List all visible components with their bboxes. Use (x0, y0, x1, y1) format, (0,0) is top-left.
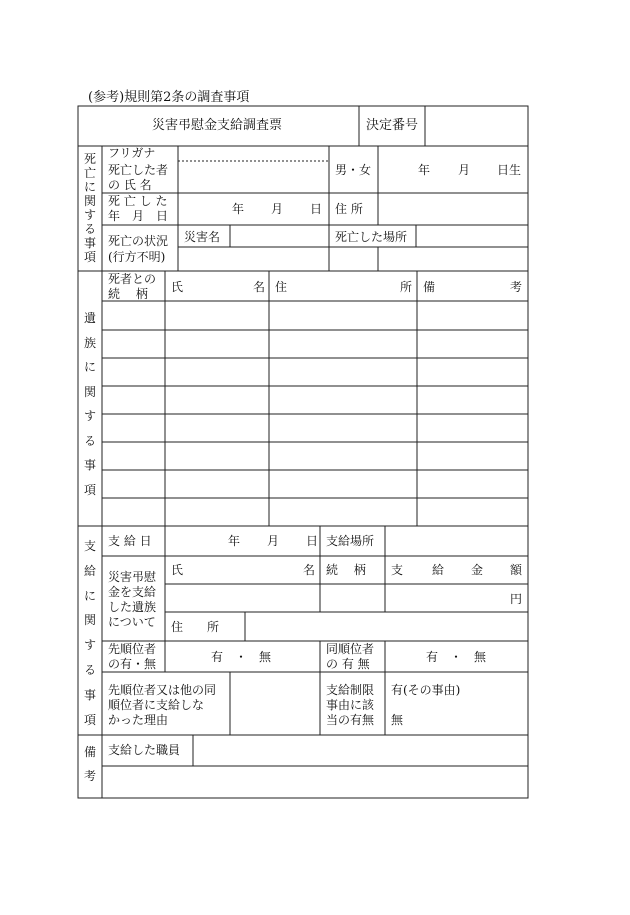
recipient-name-field[interactable] (166, 585, 319, 611)
remarks-section-label: 備 考 (83, 745, 96, 783)
death-date-label-1: 死 亡 し た (108, 194, 168, 208)
birth-year-label: 年 (418, 163, 431, 177)
reason-field[interactable] (231, 673, 319, 734)
furigana-field[interactable] (179, 147, 328, 160)
pay-place-label: 支給場所 (326, 534, 375, 548)
recipient-address-field[interactable] (246, 613, 527, 640)
deceased-name-field[interactable] (179, 162, 328, 192)
decision-number-field[interactable] (426, 107, 527, 145)
sex-label: 男・女 (335, 163, 372, 177)
recipient-name-left: 氏 (171, 563, 184, 577)
deceased-address-field[interactable] (379, 194, 527, 224)
amount-label-4: 額 (510, 563, 523, 577)
deceased-name-label-2: の 氏 名 (108, 178, 152, 192)
recipient-label-4: について (108, 615, 156, 629)
death-status-label-2: (行方不明) (108, 250, 166, 264)
death-year-label: 年 (232, 202, 245, 216)
address-header-right: 所 (400, 280, 413, 294)
pay-day-label: 日 (306, 534, 319, 548)
name-header-right: 名 (253, 280, 266, 294)
deceased-address-label: 住 所 (335, 202, 363, 216)
same-label-2: の 有 無 (326, 657, 370, 671)
name-header-left: 氏 (171, 280, 184, 294)
same-value[interactable]: 有 ・ 無 (426, 650, 487, 664)
death-date-label-2: 年 月 日 (108, 209, 169, 223)
prior-value[interactable]: 有 ・ 無 (211, 650, 272, 664)
amount-label-3: 金 (471, 563, 484, 577)
recipient-name-right: 名 (303, 563, 316, 577)
relation-header-2: 続 柄 (108, 287, 148, 301)
reason-label-2: 順位者に支給しな (108, 698, 205, 712)
bereaved-section-label: 遺 族 に 関 す る 事 項 (83, 311, 96, 497)
furigana-label: フリガナ (108, 146, 156, 160)
yen-label: 円 (510, 592, 523, 606)
death-place-field[interactable] (417, 226, 527, 246)
reason-label-3: かった理由 (108, 713, 169, 727)
restriction-label-1: 支給制限 (326, 683, 375, 697)
pay-year-label: 年 (228, 534, 241, 548)
same-label-1: 同順位者 (326, 642, 375, 656)
form-title: 災害弔慰金支給調査票 (152, 118, 283, 133)
amount-label-2: 給 (432, 563, 445, 577)
remarks-header-right: 考 (510, 280, 523, 294)
staff-label: 支給した職員 (108, 743, 181, 757)
address-header-left: 住 (275, 280, 288, 294)
recipient-address-label: 住 所 (171, 620, 220, 634)
death-day-label: 日 (310, 202, 323, 216)
amount-field[interactable] (386, 585, 527, 611)
reference-heading: (参考)規則第2条の調査事項 (88, 90, 250, 105)
prior-label-2: の有・無 (108, 657, 157, 671)
restriction-label-3: 当の有無 (326, 713, 375, 727)
birth-day-label: 日生 (497, 163, 522, 177)
disaster-name-field[interactable] (231, 226, 328, 246)
birth-month-label: 月 (458, 163, 471, 177)
death-place-label: 死亡した場所 (335, 230, 408, 244)
death-status-label-1: 死亡の状況 (108, 234, 169, 248)
pay-place-field[interactable] (386, 527, 527, 555)
recipient-relation-field[interactable] (321, 585, 384, 611)
recipient-label-2: 金を支給 (108, 585, 157, 599)
restriction-label-2: 事由に該 (326, 698, 375, 712)
relation-header-1: 死者との (108, 272, 157, 286)
recipient-label-1: 災害弔慰 (108, 570, 157, 584)
payment-section-label: 支 給 に 関 す る 事 項 (83, 539, 96, 727)
recipient-relation-label: 続 柄 (326, 563, 366, 577)
restriction-yes[interactable]: 有(その事由) (391, 683, 461, 697)
remarks-header-left: 備 (423, 280, 436, 294)
pay-date-label: 支 給 日 (108, 534, 152, 548)
pay-month-label: 月 (267, 534, 280, 548)
disaster-name-label: 災害名 (184, 230, 221, 244)
recipient-label-3: した遺族 (108, 600, 157, 614)
deceased-name-label-1: 死亡した者 (108, 163, 169, 177)
decision-number-label: 決定番号 (366, 118, 419, 133)
staff-field[interactable] (194, 736, 527, 765)
death-month-label: 月 (271, 202, 284, 216)
remarks-field[interactable] (103, 767, 527, 797)
reason-label-1: 先順位者又は他の同 (108, 683, 217, 697)
restriction-no[interactable]: 無 (391, 713, 404, 727)
amount-label-1: 支 (391, 563, 404, 577)
prior-label-1: 先順位者 (108, 642, 157, 656)
deceased-section-label: 死 亡 に 関 す る 事 項 (83, 152, 96, 264)
